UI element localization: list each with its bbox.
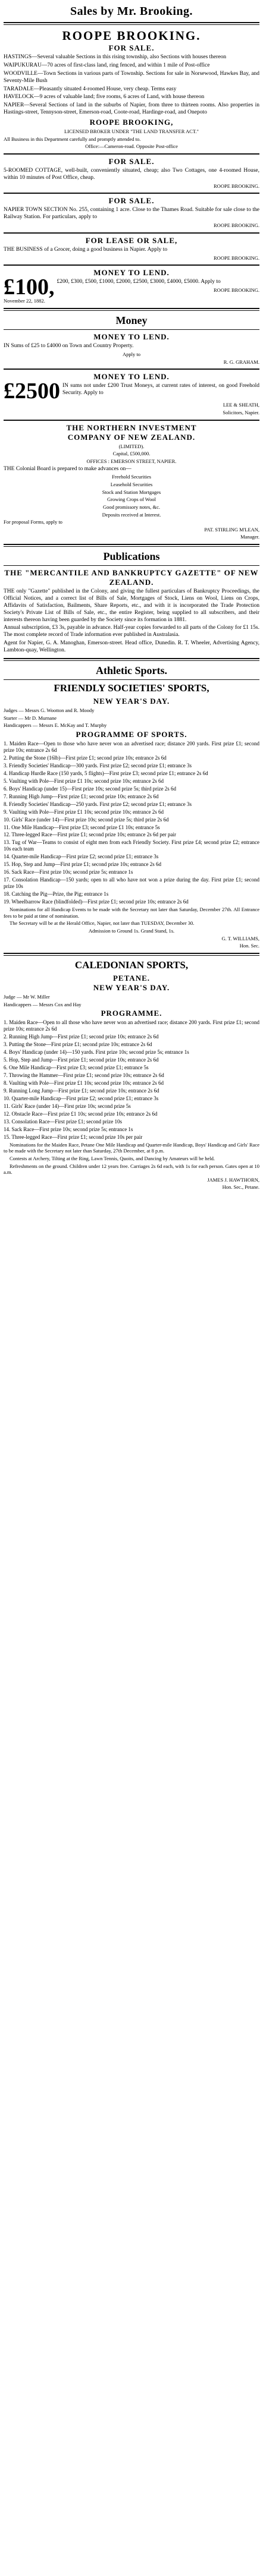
ad-title-line1: THE NORTHERN INVESTMENT <box>66 423 197 432</box>
event-item: 7. Throwing the Hammer—First prize £1; second prize 10s; entrance 2s 6d <box>4 1072 164 1078</box>
ad-signature: ROOPE BROOKING. <box>214 222 259 228</box>
official-line: Handicappers — Messrs Cox and Hay <box>4 1001 82 1007</box>
ad-paragraph: THE BUSINESS of a Grocer, doing a good business in Napier. Apply to <box>4 246 168 253</box>
event-item: 2. Putting the Stone (16lb)—First prize £1; second prize 10s; entrance 2s 6d <box>4 754 167 761</box>
event-item: 14. Sack Race—First prize 10s; second prize 5s; entrance 1s <box>4 1126 133 1132</box>
ad-paragraph: £200, £300, £500, £1000, £2000, £2500, £3000, £4000, £5000. Apply to <box>57 279 221 285</box>
event-item: 13. Tug of War—Teams to consist of eight men from each Friendly Society. First prize £4; second prize £2; entrance 10s each team <box>4 839 259 852</box>
section-title-publications: Publications <box>103 550 160 563</box>
official-line: Handicappers — Messrs E. McKay and T. Murphy <box>4 722 107 729</box>
ad-note: Contests at Archery, Tilting at the Ring, Lawn Tennis, Quoits, and Dancing by Amateurs will be held. <box>10 1155 215 1161</box>
ad-northern-investment <box>4 423 259 540</box>
event-item: 11. One Mile Handicap—First prize £3; second prize £1 10s; entrance 5s <box>4 824 160 830</box>
ad-signature: ROOPE BROOKING, <box>89 118 174 127</box>
list-item: Good promissory notes, &c. <box>102 503 161 510</box>
event-item: 19. Wheelbarrow Race (blindfolded)—First prize £1; second prize 10s; entrance 2s 6d <box>4 899 189 905</box>
event-item: 5. Hop, Step and Jump—First prize £1; second prize 10s; entrance 2s 6d <box>4 1057 159 1063</box>
ad-limited: (LIMITED). <box>118 443 145 449</box>
event-item: 1. Maiden Race—Open to all those who have never won an advertised race; distance 200 yards. First prize £1; second prize 10s; entrance 2s 6d <box>4 1019 259 1032</box>
ad-heading: FRIENDLY SOCIETIES' SPORTS, <box>54 682 209 694</box>
ad-note: Nominations for the Maiden Race, Petane One Mile Handicap and Quarter-mile Handicap, Boys' Handicap and Girls' Race to be made with the Secretary not later than Saturday, 27th December, at 8 p.m. <box>4 1141 259 1154</box>
ad-signature: JAMES J. HAWTHORN, <box>207 1176 259 1183</box>
ad-paragraph: 5-ROOMED COTTAGE, well-built, conveniently situated, cheap; also Two Cottages, one 4-roomed House, within 10 minutes of Post Office, cheap. <box>4 167 259 181</box>
list-item: Stock and Station Mortgages <box>102 489 161 495</box>
ad-amount: £100, <box>4 275 55 300</box>
event-item: 8. Friendly Societies' Handicap—250 yards. First prize £2; second prize £1; entrance 3s <box>4 801 192 807</box>
event-item: 12. Three-legged Race—First prize £1; second prize 10s; entrance 2s 6d per pair <box>4 832 176 838</box>
ad-signature: R. G. GRAHAM. <box>223 358 259 365</box>
event-item: 2. Running High Jump—First prize £1; second prize 10s; entrance 2s 6d <box>4 1034 159 1040</box>
section-rule <box>4 308 259 311</box>
event-item: 14. Quarter-mile Handicap—First prize £2; second prize £1; entrance 3s <box>4 854 159 860</box>
ad-heading: FOR SALE. <box>108 43 155 52</box>
ad-footer: All Business in this Department carefully and promptly attended to. <box>4 136 141 142</box>
ad-heading: FOR SALE. <box>108 196 155 206</box>
section-rule <box>4 544 259 547</box>
list-item: Freehold Securities <box>112 474 151 480</box>
ad-heading: CALEDONIAN SPORTS, <box>74 959 189 971</box>
section-rule <box>4 953 259 956</box>
divider <box>4 232 259 234</box>
ad-capital: Capital, £500,000. <box>112 451 151 457</box>
event-item: 5. Vaulting with Pole—First prize £1 10s; second prize 10s; entrance 2s 6d <box>4 777 164 784</box>
list-item: Leasehold Securities <box>110 481 153 488</box>
event-item: 10. Girls' Race (under 14)—First prize 10s; second prize 5s; third prize 2s 6d <box>4 816 169 823</box>
section-rule <box>4 658 259 661</box>
ad-heading: FOR LEASE OR SALE, <box>85 235 178 245</box>
ad-paragraph: HASTINGS—Several valuable Sections in this rising township, also Sections with houses thereon <box>4 54 227 60</box>
section-title-money: Money <box>115 314 148 327</box>
ad-note: The Secretary will be at the Herald Office, Napier, not later than TUESDAY, December 30. <box>10 920 195 927</box>
ad-admission: Admission to Ground 1s. Grand Stand, 1s. <box>88 928 175 934</box>
ad-money-to-lend-brooking <box>4 268 259 304</box>
ad-paragraph: Agent for Napier, G. A. Manoghan, Emerson-street. Head office, Dunedin. R. T. Wheeler, Advertising Agency, Lambton-quay, Wellington. <box>4 640 259 654</box>
newspaper-page <box>4 0 259 1191</box>
event-item: 9. Running Long Jump—First prize £1; second prize 10s; entrance 2s 6d <box>4 1087 159 1094</box>
divider <box>4 369 259 370</box>
ad-paragraph: IN sums not under £200 Trust Moneys, at current rates of interest, on good Freehold Security. Apply to <box>62 383 259 396</box>
event-item: 4. Handicap Hurdle Race (150 yards, 5 flights)—First prize £3; second prize £1; entrance 2s 6d <box>4 770 208 776</box>
ad-place: PETANE. <box>112 973 150 982</box>
ad-signature-sub: LICENSED BROKER UNDER "THE LAND TRANSFER ACT." <box>64 128 199 134</box>
ad-signature-sub: Hon. Sec. <box>239 943 259 949</box>
event-item: 9. Vaulting with Pole—First prize £1 10s; second prize 10s; entrance 2s 6d <box>4 808 164 815</box>
event-item: 18. Catching the Pig—Prize, the Pig; entrance 1s <box>4 891 109 897</box>
event-item: 8. Vaulting with Pole—First prize £1 10s; second prize 10s; entrance 2s 6d <box>4 1079 164 1086</box>
ad-office: Office:—Cameron-road. Opposite Post-office <box>85 143 178 150</box>
event-item: 13. Consolation Race—First prize £1; second prize 10s <box>4 1118 122 1125</box>
event-item: 7. Running High Jump—First prize £1; second prize 10s; entrance 2s 6d <box>4 793 159 799</box>
ad-signature: LEE & SHEATH, <box>223 402 259 408</box>
ad-paragraph: Annual subscription, £3 3s, payable in advance. Half-year copies forwarded to all parts of the Colony for £1 15s. The most complete record of Trade information ever published in Australasia. <box>4 625 259 638</box>
event-item: 6. One Mile Handicap—First prize £3; second prize £1; entrance 5s <box>4 1064 149 1070</box>
event-item: 6. Boys' Handicap (under 15)—First prize 10s; second prize 5s; third prize 2s 6d <box>4 785 177 792</box>
ad-town-section-for-sale <box>4 196 259 228</box>
ad-signature-sub: Hon. Sec., Petane. <box>222 1184 259 1191</box>
divider <box>4 679 259 680</box>
header-rule <box>4 22 259 25</box>
divider <box>4 565 259 566</box>
divider <box>4 193 259 194</box>
event-item: 16. Sack Race—First prize 10s; second prize 5s; entrance 1s <box>4 869 133 876</box>
event-item: 4. Boys' Handicap (under 14)—150 yards. First prize 10s; second prize 5s; entrance 1s <box>4 1049 189 1056</box>
ad-heading: FOR SALE. <box>108 156 155 166</box>
programme-title: PROGRAMME OF SPORTS. <box>76 729 187 739</box>
section-title-athletic: Athletic Sports. <box>96 664 167 676</box>
ad-signature: ROOPE BROOKING. <box>214 182 259 189</box>
event-item: 1. Maiden Race—Open to those who have never won an advertised race; distance 200 yards. First prize £1; second prize 10s; entrance 2s 6d <box>4 740 259 753</box>
ad-paragraph: NAPIER—Several Sections of land in the suburbs of Napier, from three to thirteen rooms. Also properties in Hastings-street, Tennyson-street, Emerson-road, Coote-road, Hardinge-road, and Onepoto <box>4 102 259 116</box>
ad-lease-or-sale <box>4 236 259 262</box>
ad-title-line2: COMPANY OF NEW ZEALAND. <box>67 432 196 442</box>
event-item: 15. Hop, Step and Jump—First prize £1; second prize 10s; entrance 2s 6d <box>4 861 161 868</box>
ad-money-lee-sheath <box>4 372 259 416</box>
ad-heading: MONEY TO LEND. <box>93 268 170 278</box>
ad-signature: PAT. STIRLING M'LEAN, <box>204 526 259 533</box>
ad-heading: MONEY TO LEND. <box>93 332 170 342</box>
ad-note: Nominations for all Handicap Events to be made with the Secretary not later than Saturday, December 27th. All Entrance fees to be paid at time of nomination. <box>4 906 259 919</box>
official-line: Starter — Mr D. Murnane <box>4 714 57 721</box>
ad-paragraph: THE only "Gazette" published in the Colony, and giving the fullest particulars of Bankruptcy Proceedings, the Official Notices, and a correct list of Bills of Sale, Mortgages of Stock, Liens on Wool, Liens on Crops, Affidavits of Satisfaction, Bailments, Share Reports, etc., and with it is incorporated the Trade Protection Society's Private List of Bills of Sale, etc., the entire Register, being supplied to all subscribers, and their interests thereon having been guarded by the Society since its formation in 1881. <box>4 588 259 623</box>
ad-paragraph: TARADALE—Pleasantly situated 4-roomed House, very cheap. Terms easy <box>4 86 177 92</box>
ad-amount: £2500 <box>4 379 60 404</box>
ad-title: ROOPE BROOKING. <box>62 29 201 43</box>
ad-subheading: NEW YEAR'S DAY. <box>93 982 170 992</box>
event-item: 15. Three-legged Race—First prize £1; second prize 10s per pair <box>4 1133 143 1140</box>
ad-subheading: NEW YEAR'S DAY. <box>93 696 170 706</box>
section-title-sales: Sales by Mr. Brooking. <box>70 5 193 18</box>
ad-brooking-for-sale <box>4 29 259 150</box>
ad-caledonian-sports <box>4 959 259 1191</box>
ad-signature: G. T. WILLIAMS, <box>221 935 259 941</box>
ad-signature-sub: Manager. <box>240 534 259 540</box>
ad-offices: OFFICES : EMERSON STREET, NAPIER. <box>86 458 177 464</box>
ad-mercantile-gazette <box>4 568 259 654</box>
ad-paragraph: THE Colonial Board is prepared to make advances on— <box>4 465 132 472</box>
ad-closing: For proposal Forms, apply to <box>4 519 62 525</box>
event-item: 12. Obstacle Race—First prize £1 10s; second prize 10s; entrance 2s 6d <box>4 1110 158 1117</box>
ad-note: Refreshments on the ground. Children under 12 years free. Carriages 2s 6d each, with 1s for each person. Gates open at 10 a.m. <box>4 1163 259 1176</box>
official-line: Judge — Mr W. Miller <box>4 993 50 1000</box>
ad-cottage-for-sale <box>4 157 259 189</box>
programme-title: PROGRAMME. <box>101 1009 162 1018</box>
divider <box>4 264 259 266</box>
ad-paragraph: NAPIER TOWN SECTION No. 255, containing 1 acre. Close to the Thames Road. Suitable for sale close to the Railway Station. For particulars, apply to <box>4 207 259 221</box>
ad-signature-sub: Solicitors, Napier. <box>223 410 259 416</box>
ad-money-graham <box>4 332 259 365</box>
event-item: 17. Consolation Handicap—150 yards; open to all who have not won a prize during the day. First prize £1; second prize 10s <box>4 877 259 890</box>
divider <box>4 153 259 155</box>
ad-paragraph: WAIPUKURAU—70 acres of first-class land, ring fenced, and within 1 mile of Post-office <box>4 62 210 68</box>
event-item: 11. Girls' Race (under 14)—First prize 10s; second prize 5s <box>4 1103 131 1109</box>
ad-apply: Apply to <box>123 351 140 357</box>
ad-paragraph: IN Sums of £25 to £4000 on Town and Country Property. <box>4 343 134 349</box>
ad-friendly-societies-sports <box>4 682 259 949</box>
ad-date: November 22, 1882. <box>4 298 45 304</box>
ad-signature: ROOPE BROOKING. <box>214 287 259 293</box>
ad-signature: ROOPE BROOKING. <box>214 254 259 261</box>
event-item: 3. Putting the Stone—First prize £1; second prize 10s; entrance 2s 6d <box>4 1041 152 1048</box>
official-line: Judges — Messrs G. Wootton and R. Moody <box>4 707 95 713</box>
ad-heading: MONEY TO LEND. <box>93 372 170 382</box>
divider <box>4 420 259 421</box>
ad-heading: THE "MERCANTILE AND BANKRUPTCY GAZETTE" OF NEW ZEALAND. <box>4 568 259 587</box>
event-item: 10. Quarter-mile Handicap—First prize £2; second prize £1; entrance 3s <box>4 1095 159 1101</box>
list-item: Growing Crops of Wool <box>107 496 156 503</box>
ad-paragraph: WOODVILLE—Town Sections in various parts of Township. Sections for sale in Norsewood, Hawkes Bay, and Seventy-Mile Bush <box>4 70 259 84</box>
ad-paragraph: HAVELOCK—9 acres of valuable land; five rooms, 6 acres of Land, with house thereon <box>4 94 205 100</box>
event-item: 3. Friendly Societies' Handicap—300 yards. First prize £2; second prize £1; entrance 3s <box>4 762 192 769</box>
list-item: Deposits received at Interest. <box>102 511 161 518</box>
divider <box>4 329 259 330</box>
